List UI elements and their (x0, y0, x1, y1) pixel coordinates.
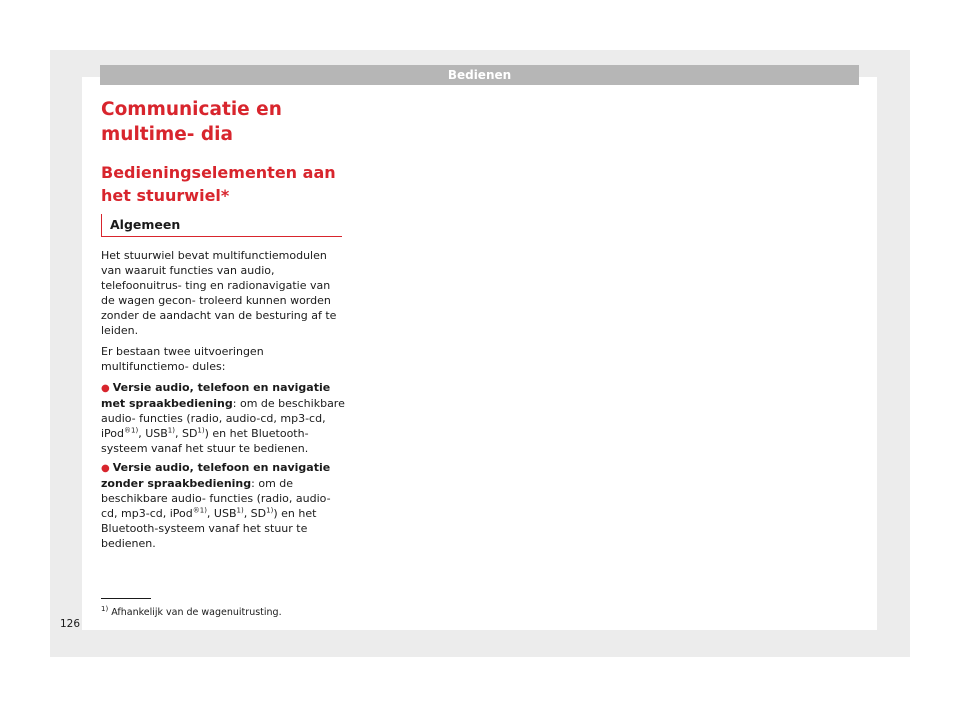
list-item-title: Versie audio, telefoon en navigatie zonder spraakbediening (101, 461, 331, 490)
list-item-text: : om de beschikbare audio- functies (radio, audio-cd, mp3-cd, iPod (101, 477, 331, 520)
footnote-ref: 1) (197, 426, 205, 435)
paragraph: Er bestaan twee uitvoeringen multifunctiemo- dules: (101, 345, 264, 373)
bullet-icon: ● (101, 463, 110, 474)
list-item (101, 380, 345, 456)
list-item-text: , USB (138, 427, 168, 440)
list-item-text: ) en het Bluetooth-systeem vanaf het stuur te bedienen. (101, 427, 309, 455)
chapter-title: Communicatie en multime- dia (101, 99, 282, 145)
list-item-title: Versie audio, telefoon en navigatie met spraakbediening (101, 381, 331, 410)
list-item-text: , USB (206, 507, 237, 520)
list-item-text: , SD (243, 507, 267, 520)
paragraph: Het stuurwiel bevat multifunctiemodulen van waaruit functies van audio, telefoonuitrus- ting en radionavigatie van de wagen gecon- troleerd kunnen worden zonder de aandacht van de besturing af te leiden. (101, 249, 337, 337)
footnote-text: Afhankelijk van de wagenuitrusting. (111, 607, 282, 618)
footnote-ref: 1) (167, 426, 175, 435)
subsection-box (101, 214, 342, 237)
footnote-ref: 1) (266, 506, 274, 515)
page-number: 126 (60, 618, 81, 630)
footnote-ref: ®1) (124, 426, 139, 435)
list-item-text: , SD (174, 427, 198, 440)
bullet-icon: ● (101, 383, 110, 394)
footnote-marker: 1) (101, 604, 109, 613)
list-item-text: : om de beschikbare audio- functies (radio, audio-cd, mp3-cd, iPod (101, 397, 345, 440)
list-item-text: ) en het Bluetooth-systeem vanaf het stuur te bedienen. (101, 507, 317, 550)
body-text (101, 248, 345, 555)
subsection-title: Algemeen (110, 217, 181, 232)
footnote-divider (101, 598, 151, 599)
footnote-ref: ®1) (192, 506, 207, 515)
footnote (101, 604, 401, 619)
section-title: Bedieningselementen aan het stuurwiel* (101, 163, 336, 205)
list-item (101, 460, 345, 551)
footnote-ref: 1) (236, 506, 244, 515)
section-header: Bedienen (100, 65, 859, 85)
